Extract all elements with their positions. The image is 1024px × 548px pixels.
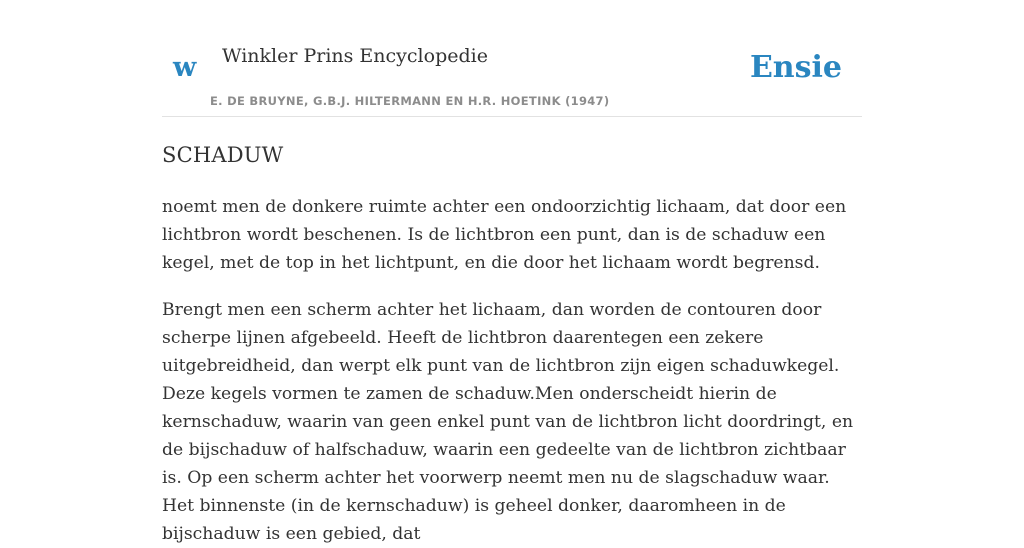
article-headword: SCHADUW bbox=[162, 143, 284, 167]
authors-line: E. DE BRUYNE, G.B.J. HILTERMANN EN H.R. HOETINK (1947) bbox=[210, 94, 610, 108]
article bbox=[162, 130, 862, 548]
article-paragraph-1: noemt men de donkere ruimte achter een ondoorzichtig lichaam, dat door een lichtbron wordt beschenen. Is de lichtbron een punt, dan is de schaduw een kegel, met de top in het lichtpunt, en die door het lichaam wordt begrensd. bbox=[162, 197, 847, 273]
site-header bbox=[162, 0, 862, 117]
article-paragraph-2: Brengt men een scherm achter het lichaam, dan worden de contouren door scherpe lijnen afgebeeld. Heeft de lichtbron daarentegen een zekere uitgebreidheid, dan werpt elk punt van de lichtbron zijn eigen schaduwkegel. Deze kegels vormen te zamen de schaduw.Men onderscheidt hierin de kernschaduw, waarin van geen enkel punt van de lichtbron licht doordringt, en de bijschaduw of halfschaduw, waarin een gedeelte van de lichtbron zichtbaar is. Op een scherm achter het voorwerp neemt men nu de slagschaduw waar. Het binnenste (in de kernschaduw) is geheel donker, daaromheen in de bijschaduw is een gebied, dat bbox=[162, 300, 854, 544]
site-title: Winkler Prins Encyclopedie bbox=[222, 45, 488, 67]
brand-logo[interactable]: Ensie bbox=[749, 50, 842, 85]
logo-w[interactable]: w bbox=[173, 52, 197, 83]
